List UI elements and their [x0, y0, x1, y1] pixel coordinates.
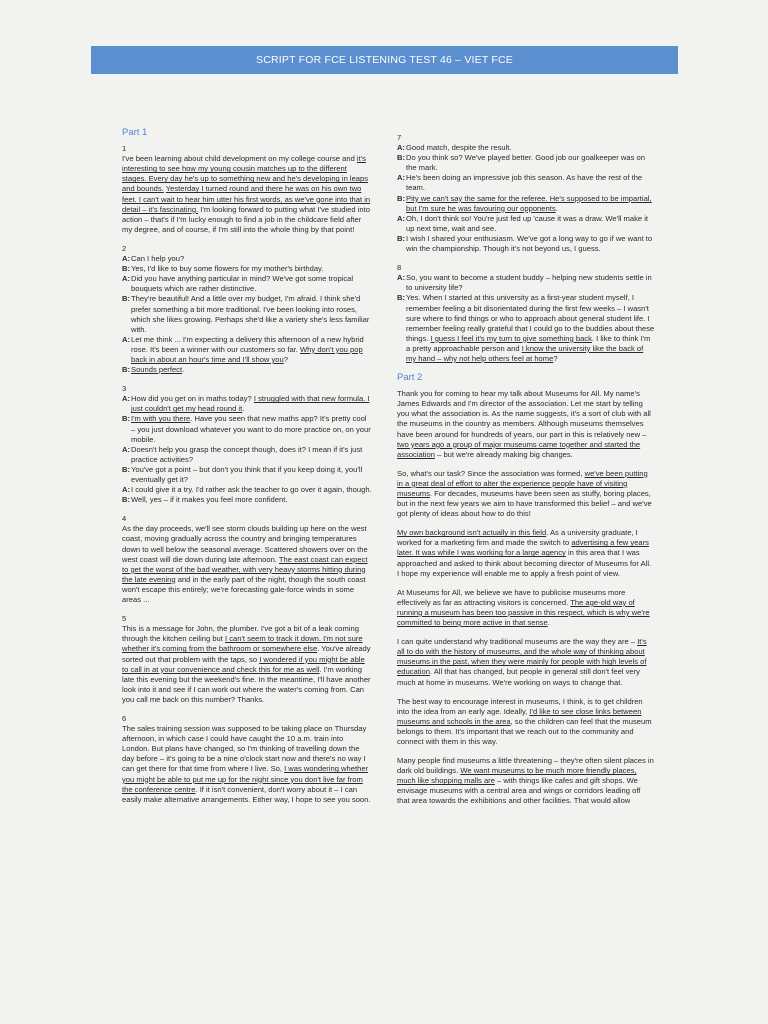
speaker-label: A:: [122, 254, 131, 264]
script-4-text: As the day proceeds, we'll see storm clouds building up here on the west coast, moving gradually across the country and bringing temperatures down to well below the seasonal average. Scattered showers over on the west coast will die down during late afternoon. The east coast can expect to get the worst of the bad weather, with very heavy storms hitting during the late evening and in the early part of the night, though the south coast won't escape this entirely; we're forecasting gale-force winds in some areas ...: [122, 524, 368, 605]
script-2-dialogue: [122, 254, 372, 375]
section-number: 5: [122, 614, 127, 624]
page-header-bar: [91, 46, 678, 74]
part-2-paragraph: My own background isn't actually in this field. As a university graduate, I worked for a marketing firm and made the switch to advertising a few years later. It was while I was working for a large agency in this area that I was approached and asked to think about becoming director of Museums for All. I hope my experience will enable me to apply a fresh point of view.: [397, 528, 652, 578]
part-2-paragraph: At Museums for All, we believe we have to publicise museums more effectively as far as attracting visitors is concerned. The age-old way of running a museum has been too passive in this respect, which is why we're committed to being more active in that sense.: [397, 587, 650, 628]
dialogue-line: B: Sounds perfect.: [122, 365, 185, 375]
dialogue-line: B: I'm with you there. Have you seen that new maths app? It's pretty cool – you just download whatever you want to do more practice on, on your mobile.: [122, 414, 371, 444]
speaker-label: B:: [122, 495, 131, 505]
part-2-paragraph: Many people find museums a little threatening – they're often silent places in dark old buildings. We want museums to be much more friendly places, much like shopping malls are – with things like cafes and gift shops. We envisage museums with a central area and wings or corridors leading off that area towards the exhibitions and other facilities. That would allow: [397, 756, 654, 806]
part-2-paragraph: Thank you for coming to hear my talk about Museums for All. My name's James Edwards and I'm director of the association. Let me start by telling you what the association is. As the name suggests, it's a sort of club with all the museums in the country as members. Although museums themselves have been around for hundreds of years, our part in this is relatively new – two years ago a group of major museums came together and started the association – but we're already making big changes.: [397, 389, 651, 459]
dialogue-line: A: He's been doing an impressive job this season. As have the rest of the team.: [397, 173, 643, 193]
part-2-title: Part 2: [397, 372, 423, 384]
speaker-label: A:: [122, 274, 131, 284]
dialogue-line: B: Well, yes – if it makes you feel more confident.: [122, 495, 288, 505]
script-8-dialogue: [397, 273, 655, 364]
speaker-label: B:: [122, 365, 131, 375]
dialogue-line: A: I could give it a try. I'd rather ask the teacher to go over it again, though.: [122, 485, 372, 495]
part-2-paragraph: The best way to encourage interest in museums, I think, is to get children into the idea from an early age. Ideally, I'd like to see close links between museums and schools in the area, so the children can feel that the museum belongs to them. It's important that we reach out to the community and connect with them in this way.: [397, 696, 652, 746]
dialogue-line: A: So, you want to become a student buddy – helping new students settle in to university life?: [397, 273, 652, 293]
speaker-label: B:: [122, 264, 131, 274]
speaker-label: B:: [122, 464, 131, 474]
dialogue-line: B: Yes, I'd like to buy some flowers for my mother's birthday.: [122, 264, 324, 274]
section-number: 3: [122, 384, 127, 394]
speaker-label: B:: [122, 414, 131, 424]
part-2-paragraph: I can quite understand why traditional museums are the way they are – It's all to do with the history of museums, and the whole way of thinking about museums in the past, when they were mainly for people with high levels of education. All that has changed, but people in general still don't feel very much at home in museums. We're working on ways to change that.: [397, 637, 647, 687]
dialogue-line: A: How did you get on in maths today? I struggled with that new formula. I just couldn't get my head round it.: [122, 394, 370, 414]
dialogue-line: B: I wish I shared your enthusiasm. We've got a long way to go if we want to win the championship. Though it's not beyond us, I guess.: [397, 233, 653, 254]
script-7-dialogue: [397, 143, 655, 254]
speaker-label: A:: [397, 273, 406, 283]
speaker-label: A:: [122, 394, 131, 404]
dialogue-line: A: Did you have anything particular in mind? We've got some tropical bouquets which are rather distinctive.: [122, 274, 354, 294]
speaker-label: B:: [397, 153, 406, 163]
left-column: [122, 128, 372, 814]
page-title: SCRIPT FOR FCE LISTENING TEST 46 – VIET FCE: [256, 54, 513, 66]
speaker-label: A:: [122, 334, 131, 344]
speaker-label: B:: [397, 193, 406, 203]
speaker-label: B:: [397, 293, 406, 303]
dialogue-line: A: Oh, I don't think so! You're just fed up 'cause it was a draw. We'll make it up next time, wait and see.: [397, 213, 649, 233]
speaker-label: A:: [397, 173, 406, 183]
script-3-dialogue: [122, 394, 372, 505]
script-6-text: The sales training session was supposed to be taking place on Thursday afternoon, in which case I could have caught the 10 a.m. train into London. But plans have changed, so I'm thinking of travelling down the day before – it's going to be a nine o'clock start now and there's no way I can get there for that time from where I live. So, I was wondering whether you might be able to put me up for the night since you don't live far from the conference centre. If it isn't convenient, don't worry about it – I can easily make alternative arrangements. Either way, I hope to see you soon.: [122, 724, 371, 804]
dialogue-line: B: Do you think so? We've played better. Good job our goalkeeper was on the mark.: [397, 153, 645, 173]
speaker-label: A:: [397, 213, 406, 223]
section-number: 1: [122, 144, 127, 154]
section-number: 7: [397, 133, 402, 142]
section-number: 8: [397, 263, 402, 273]
speaker-label: B:: [122, 294, 131, 304]
section-number: 6: [122, 713, 127, 723]
section-number: 4: [122, 514, 127, 524]
dialogue-line: B: You've got a point – but don't you think that if you keep doing it, you'll eventually get it?: [122, 464, 363, 484]
part-2-paragraph: So, what's our task? Since the association was formed, we've been putting in a great deal of effort to alter the experience people have of visiting museums. For decades, museums have been seen as stuffy, boring places, but in the next few years we aim to have transformed this belief – and we've got plenty of ideas about how to do this!: [397, 468, 652, 519]
script-1-text: I've been learning about child development on my college course and it's interesting to see how my young cousin matches up to the different stages. Every day he's up to something new and he's developing in leaps and bounds. Yesterday I turned round and there he was on his own two feet. I can't wait to hear him utter his first words, as we've gone into that in detail – it's fascinating. I'm looking forward to putting what I've studied into action – that's if I'm lucky enough to find a job in the childcare field after my degree, and of course, if I'm still into the whole thing by that point!: [122, 154, 371, 234]
dialogue-line: A: Can I help you?: [122, 254, 185, 264]
section-number: 2: [122, 243, 127, 253]
part-1-title: Part 1: [122, 127, 148, 138]
speaker-label: A:: [122, 485, 131, 495]
speaker-label: A:: [397, 143, 406, 153]
right-column: [397, 133, 655, 816]
speaker-label: A:: [122, 444, 131, 454]
dialogue-line: B: They're beautiful! And a little over my budget, I'm afraid. I think she'd prefer something a bit more traditional. I've been looking into roses, which she likes growing. Perhaps she'd like a variety she's less familiar with.: [122, 294, 370, 334]
dialogue-line: B: Yes. When I started at this university as a first-year student myself, I remember feeling a bit disorientated during the first few weeks – I wasn't sure where to find things or who to approach about general student life. I remember feeling really grateful that I could go to the buddies about these things. I guess I feel it's my turn to give something back. I like to think I'm a pretty approachable person and I know the university like the back of my hand – why not help others feel at home?: [397, 293, 655, 363]
dialogue-line: A: Let me think ... I'm expecting a delivery this afternoon of a new hybrid rose. It's been a winner with our customers so far. Why don't you pop back in about an hour's time and I'll show you?: [122, 334, 364, 364]
script-5-text: This is a message for John, the plumber. I've got a bit of a leak coming through the kitchen ceiling but I can't seem to track it down. I'm not sure whether it's coming from the bathroom or somewhere else. You've already sorted out that problem with the taps, so I wondered if you might be able to call in at your convenience and check this for me as well. I'm working late this evening but the weekend's fine. In the meantime, I'll have another look into it and see if I can work out where the water's coming from. Can you call me back on this number? Thanks.: [122, 624, 371, 704]
dialogue-line: A: Doesn't help you grasp the concept though, does it? I mean if it's just practice activities?: [122, 444, 363, 464]
speaker-label: B:: [397, 233, 406, 243]
dialogue-line: B: Pity we can't say the same for the referee. He's supposed to be impartial, but I'm sure he was favouring our opponents.: [397, 193, 652, 213]
dialogue-line: A: Good match, despite the result.: [397, 143, 512, 153]
